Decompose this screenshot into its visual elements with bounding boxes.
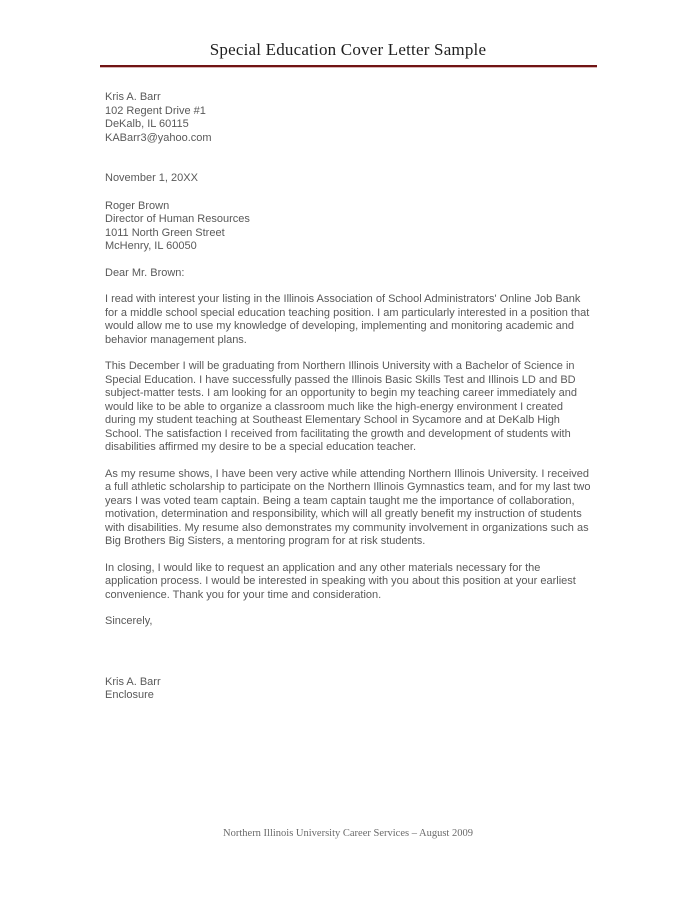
recipient-city: McHenry, IL 60050	[105, 240, 197, 252]
sender-address	[105, 91, 594, 145]
recipient-title: Director of Human Resources	[105, 213, 250, 225]
sender-street: 102 Regent Drive #1	[105, 104, 206, 117]
recipient-street: 1011 North Green Street	[105, 226, 225, 239]
recipient-address	[105, 200, 594, 254]
letter-body	[0, 68, 696, 703]
closing: Sincerely,	[105, 615, 153, 627]
document-header	[0, 0, 696, 68]
sender-email: KABarr3@yahoo.com	[105, 131, 212, 144]
paragraph-2: This December I will be graduating from Northern Illinois University with a Bachelor of Science in Special Education. I have successfully passed the Illinois Basic Skills Test and Illinois LD and BD subject-matter tests. I am looking for an opportunity to begin my teaching career immediately and would like to be able to organize a classroom much like the high-energy environment I created during my student teaching at Southeast Elementary School in Sycamore and at DeKalb High School. The satisfaction I received from facilitating the growth and development of students with disabilities affirmed my desire to be a special education teacher.	[105, 360, 578, 453]
page-title: Special Education Cover Letter Sample	[209, 40, 487, 59]
page-footer: Northern Illinois University Career Services – August 2009	[223, 828, 473, 839]
signature-name: Kris A. Barr	[105, 675, 161, 688]
salutation: Dear Mr. Brown:	[105, 266, 185, 279]
signature-block	[105, 676, 594, 703]
recipient-name: Roger Brown	[105, 199, 170, 212]
letter-date: November 1, 20XX	[105, 172, 198, 184]
paragraph-4: In closing, I would like to request an application and any other materials necessary for the application process. I would be interested in speaking with you about this position at your earliest convenience. Thank you for your time and consideration.	[105, 561, 576, 601]
enclosure-note: Enclosure	[105, 689, 154, 701]
paragraph-1: I read with interest your listing in the Illinois Association of School Administrators' Online Job Bank for a middle school special education teaching position. I am particularly interested in a position that would allow me to use my knowledge of developing, implementing and monitoring academic and behavior management plans.	[105, 293, 590, 346]
paragraph-3: As my resume shows, I have been very active while attending Northern Illinois University. I received a full athletic scholarship to participate on the Northern Illinois Gymnastics team, and for my last two years I was voted team captain. Being a team captain taught me the importance of collaboration, motivation, determination and responsibility, which will all greatly benefit my instruction of students with disabilities. My resume also demonstrates my community involvement in organizations such as Big Brothers Big Sisters, a mentoring program for at risk students.	[105, 467, 591, 547]
sender-city: DeKalb, IL 60115	[105, 118, 189, 130]
sender-name: Kris A. Barr	[105, 91, 161, 103]
